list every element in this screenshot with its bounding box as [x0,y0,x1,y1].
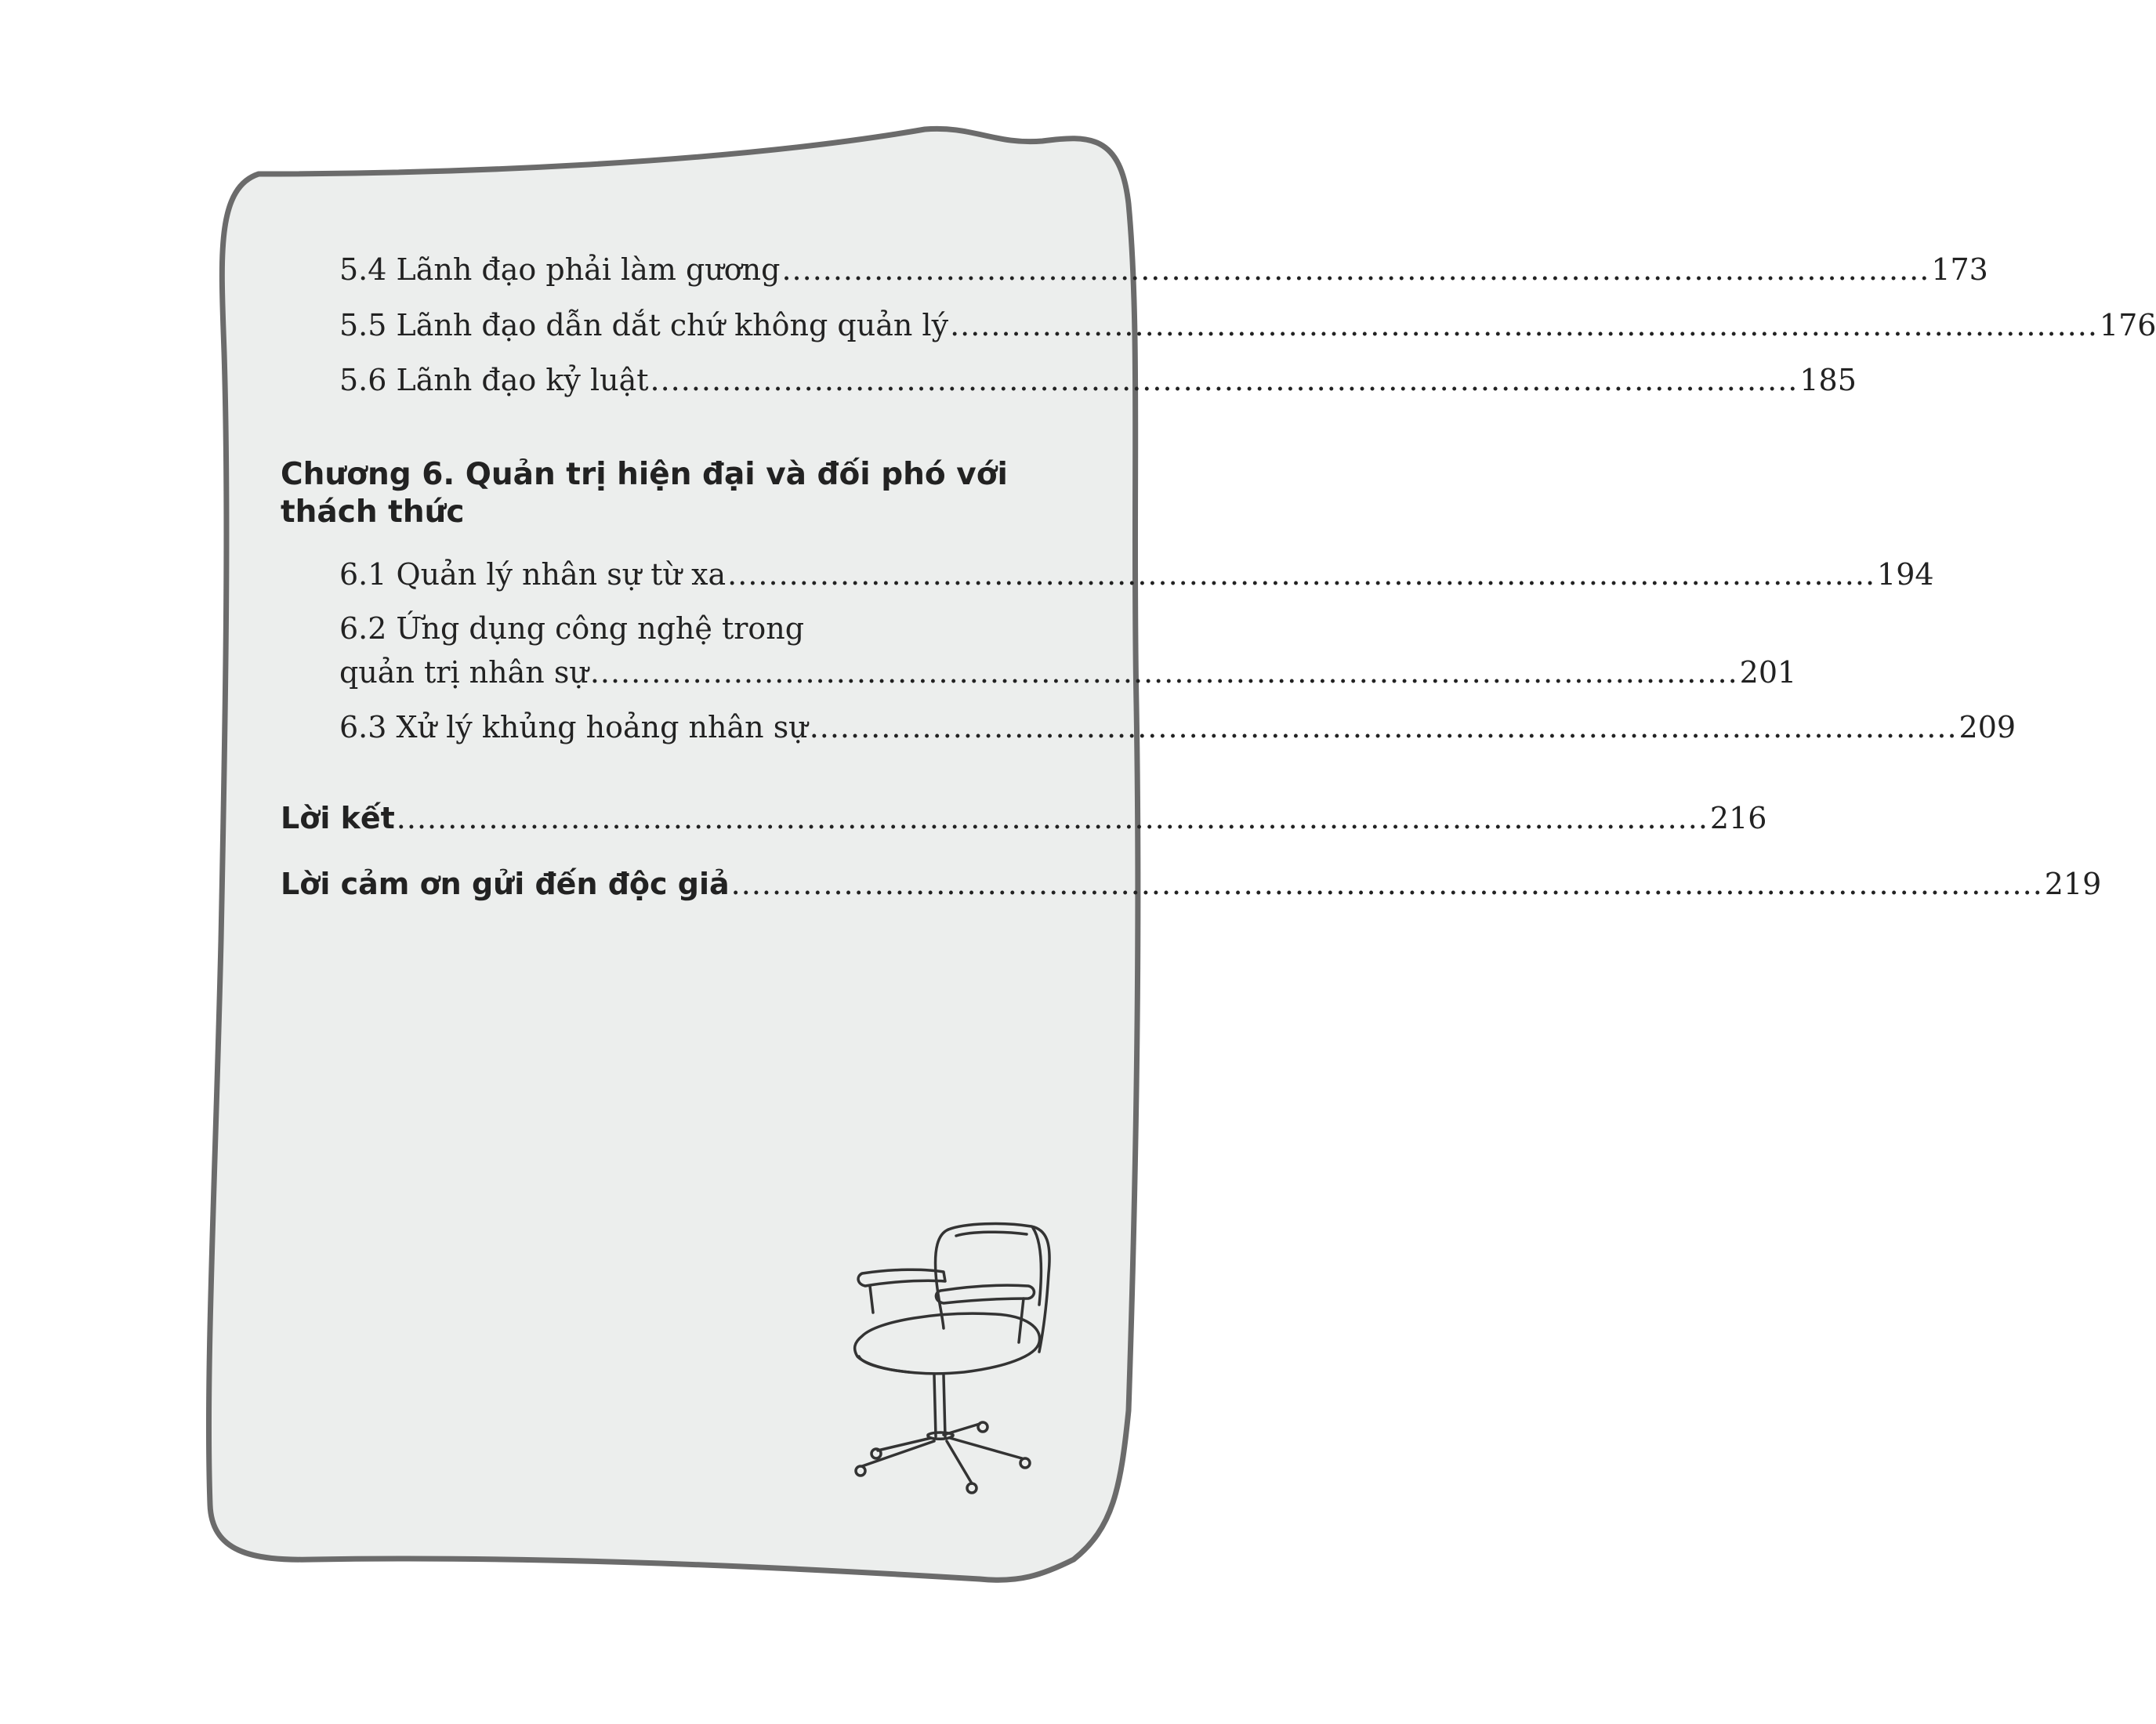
toc-entry-5-4[interactable] [339,252,1988,287]
toc-page-number: 216 [1709,801,1767,835]
dot-leader: ................................................................................................................ [809,710,1958,744]
toc-entry-6-1[interactable] [339,557,1934,592]
toc-entry-5-6[interactable] [339,363,1857,397]
dot-leader: ................................................................................................................................ [396,801,1708,835]
dot-leader: ................................................................................................................ [650,363,1799,397]
dot-leader: ................................................................................................................ [589,655,1738,690]
toc-page-number: 176 [2099,308,2156,342]
toc-page-number: 185 [1799,363,1857,397]
toc-page-number: 194 [1877,557,1934,592]
toc-entry-6-2-line1: 6.2 Ứng dụng công nghệ trong [339,611,805,646]
toc-entry-label: 5.4 Lãnh đạo phải làm gương [339,252,781,287]
toc-entry-label: 6.3 Xử lý khủng hoảng nhân sự [339,710,808,744]
toc-entry-label: 5.6 Lãnh đạo kỷ luật [339,363,649,397]
office-chair-icon [846,1219,1058,1501]
dot-leader: ................................................................................................................ [781,252,1930,287]
toc-page-number: 219 [2044,867,2102,901]
toc-entry-loi-cam-on[interactable] [281,867,2102,901]
toc-page-number: 173 [1931,252,1988,287]
toc-entry-label: Lời cảm ơn gửi đến độc giả [281,867,730,901]
toc-entry-5-5[interactable] [339,308,2156,342]
toc-entry-label: Lời kết [281,801,395,835]
toc-page-number: 209 [1959,710,2016,744]
toc-entry-label: 6.1 Quản lý nhân sự từ xa [339,557,727,592]
toc-entry-6-3[interactable] [339,710,2016,744]
dot-leader: ................................................................................................................................ [730,867,2043,901]
chapter-heading: Chương 6. Quản trị hiện đại và đối phó với thách thức [281,457,1008,530]
toc-page-number: 201 [1739,655,1797,690]
toc-entry-label: 5.5 Lãnh đạo dẫn dắt chứ không quản lý [339,308,949,342]
toc-entry-6-2[interactable] [339,655,1797,690]
toc-entry-loi-ket[interactable] [281,801,1767,835]
dot-leader: ................................................................................................................ [727,557,1876,592]
toc-entry-label: quản trị nhân sự [339,655,589,690]
dot-leader: ................................................................................................................ [950,308,2098,342]
